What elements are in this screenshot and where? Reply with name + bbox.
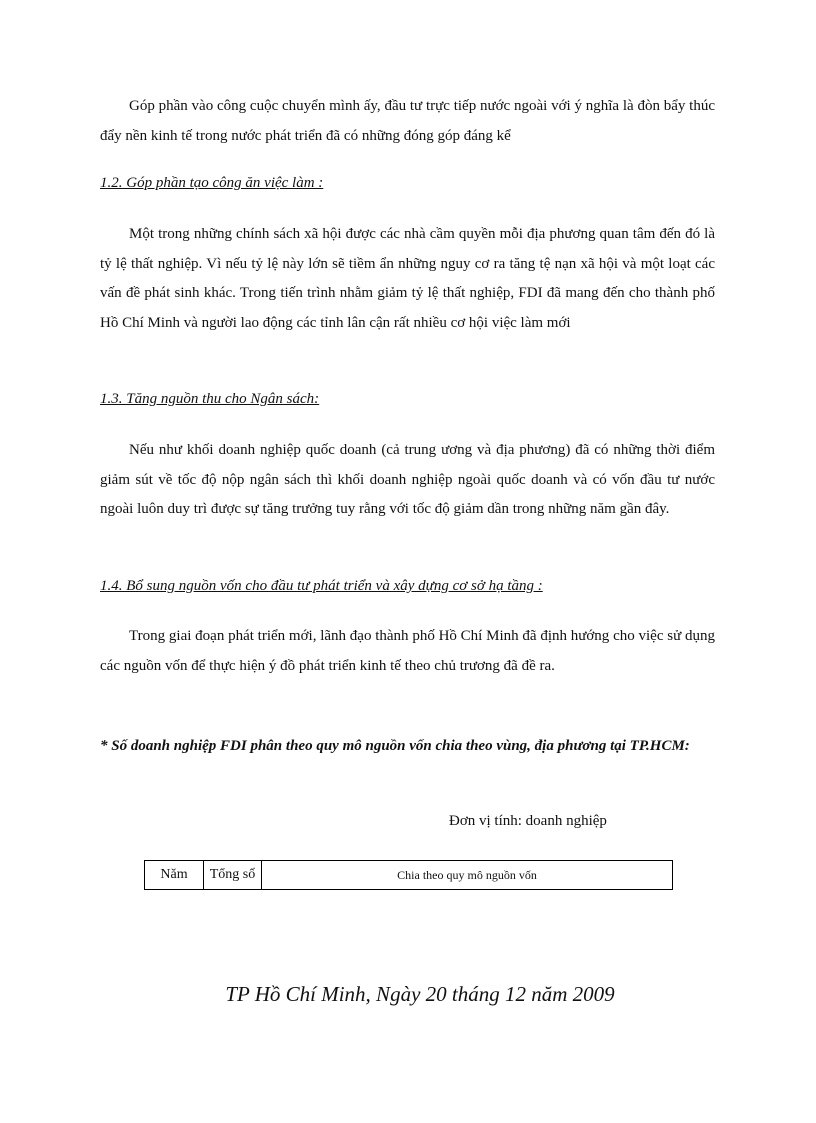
heading-1-3-budget: 1.3. Tăng nguồn thu cho Ngân sách:: [100, 391, 320, 407]
signature-date: TP Hồ Chí Minh, Ngày 20 tháng 12 năm 2009: [225, 982, 615, 1006]
fdi-table: [144, 860, 673, 890]
paragraph-capital: Trong giai đoạn phát triển mới, lãnh đạo thành phố Hồ Chí Minh đã định hướng cho việc sử dụng các nguồn vốn để thực hiện ý đồ phát triển kinh tế theo chủ trương đã đề ra.: [100, 628, 715, 674]
table-caption: * Số doanh nghiệp FDI phân theo quy mô nguồn vốn chia theo vùng, địa phương tại TP.HCM:: [100, 738, 690, 754]
unit-label: Đơn vị tính: doanh nghiệp: [449, 813, 607, 829]
table-header-row: [145, 861, 673, 890]
paragraph-employment: Một trong những chính sách xã hội được các nhà cầm quyền mỗi địa phương quan tâm đến đó là tỷ lệ thất nghiệp. Vì nếu tỷ lệ này lớn sẽ tiềm ẩn những nguy cơ ra tăng tệ nạn xã hội và một loạt các vấn đề phát sinh khác. Trong tiến trình nhằm giảm tỷ lệ thất nghiệp, FDI đã mang đến cho thành phố Hồ Chí Minh và người lao động các tỉnh lân cận rất nhiều cơ hội việc làm mới: [100, 226, 715, 331]
table-header-split: Chia theo quy mô nguồn vốn: [262, 861, 673, 890]
table-header-total: Tổng số: [204, 861, 262, 890]
paragraph-budget: Nếu như khối doanh nghiệp quốc doanh (cả trung ương và địa phương) đã có những thời điểm giảm sút về tốc độ nộp ngân sách thì khối doanh nghiệp ngoài quốc doanh và có vốn đầu tư nước ngoài luôn duy trì được sự tăng trưởng tuy rằng với tốc độ giảm dần trong những năm gần đây.: [100, 442, 715, 517]
table-header-year: Năm: [145, 861, 204, 890]
heading-1-4-capital: 1.4. Bổ sung nguồn vốn cho đầu tư phát triển và xây dựng cơ sở hạ tầng :: [100, 578, 543, 594]
paragraph-contribution: Góp phần vào công cuộc chuyển mình ấy, đầu tư trực tiếp nước ngoài với ý nghĩa là đòn bẩy thúc đẩy nền kinh tế trong nước phát triển đã có những đóng góp đáng kể: [100, 98, 715, 144]
heading-1-2-employment: 1.2. Góp phần tạo công ăn việc làm :: [100, 175, 324, 191]
